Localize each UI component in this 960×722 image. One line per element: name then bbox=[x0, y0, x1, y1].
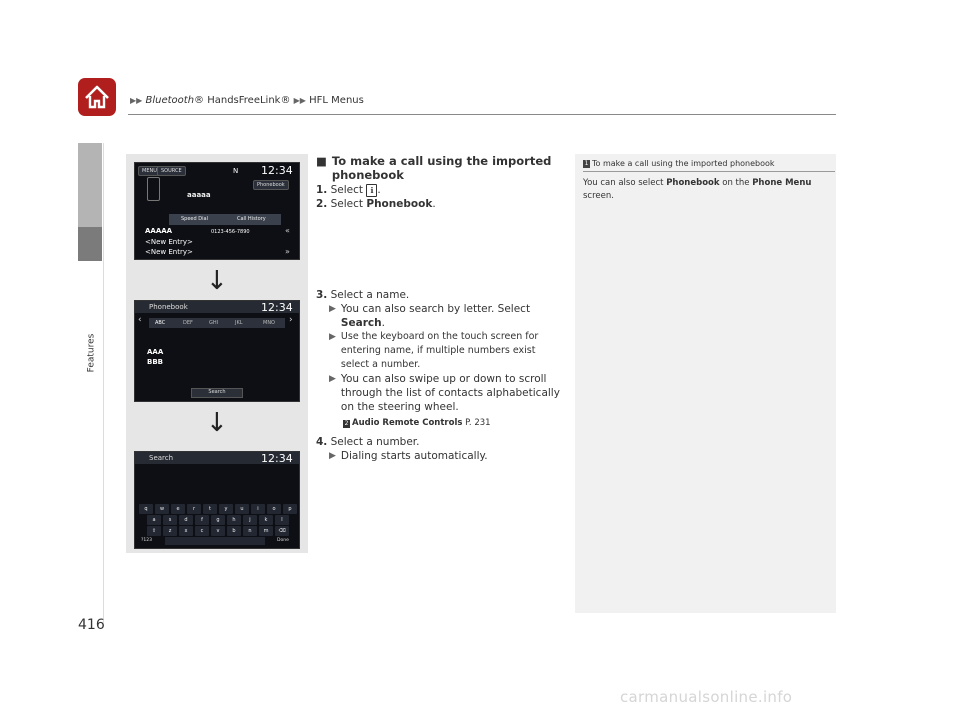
letter-tab: MNO bbox=[263, 320, 275, 326]
speed-dial-row: AAAAA bbox=[145, 227, 173, 235]
note-title bbox=[583, 159, 775, 168]
phone-number: 0123-456-7890 bbox=[211, 229, 250, 235]
home-button[interactable] bbox=[78, 78, 116, 116]
contact-name: AAA bbox=[147, 348, 164, 356]
keyboard-row-1 bbox=[139, 504, 299, 514]
shift-key-icon: ⇧ bbox=[147, 526, 161, 536]
side-divider bbox=[103, 143, 104, 623]
side-tab-upper bbox=[78, 143, 102, 227]
numeric-key: ?123 bbox=[141, 538, 152, 543]
letter-tab: JKL bbox=[235, 320, 243, 326]
bullet bbox=[316, 330, 566, 372]
home-icon bbox=[78, 78, 116, 116]
step-3 bbox=[316, 288, 566, 302]
search-button bbox=[191, 388, 243, 398]
menu-chip: MENU bbox=[138, 166, 161, 176]
key: s bbox=[163, 515, 177, 525]
step-number: 4. bbox=[316, 436, 328, 448]
key: x bbox=[179, 526, 193, 536]
key: n bbox=[243, 526, 257, 536]
step-text: Select a name. bbox=[330, 289, 410, 301]
space-key bbox=[165, 537, 265, 545]
letter-tab: DEF bbox=[183, 320, 193, 326]
status-indicator: N bbox=[233, 167, 239, 175]
note-emphasis: Phonebook bbox=[666, 178, 720, 188]
step-emphasis: Phonebook bbox=[366, 198, 433, 210]
bullet-arrow-icon: ▶ bbox=[329, 332, 336, 342]
tabs bbox=[169, 214, 281, 225]
scroll-down-icon: » bbox=[285, 247, 290, 256]
keyboard-row-3 bbox=[147, 526, 291, 536]
key: l bbox=[275, 515, 289, 525]
reference-icon: 2 bbox=[344, 420, 349, 427]
key: u bbox=[235, 504, 249, 514]
note-text: You can also select bbox=[583, 178, 664, 188]
bullet-arrow-icon: ▶ bbox=[329, 304, 336, 314]
phonebook-button: Phonebook bbox=[253, 180, 289, 190]
breadcrumb-arrow-icon: ▶▶ bbox=[130, 96, 143, 105]
reference-page[interactable]: P. 231 bbox=[465, 418, 491, 428]
letter-tab: ABC bbox=[155, 320, 166, 326]
chevron-right-icon: › bbox=[289, 315, 293, 325]
key: j bbox=[243, 515, 257, 525]
section-heading-text: To make a call using the imported phonebook bbox=[331, 154, 552, 182]
key: z bbox=[163, 526, 177, 536]
search-button-label: Search bbox=[208, 389, 226, 395]
search-screen bbox=[134, 451, 300, 549]
instructions bbox=[316, 154, 566, 463]
speed-dial-row: <New Entry> bbox=[145, 238, 193, 246]
page-number: 416 bbox=[78, 617, 105, 633]
note-text: on the bbox=[722, 178, 750, 188]
key: m bbox=[259, 526, 273, 536]
key: v bbox=[211, 526, 225, 536]
breadcrumb bbox=[130, 95, 364, 106]
key: e bbox=[171, 504, 185, 514]
phone-device-icon bbox=[147, 177, 160, 201]
step-text: Select a number. bbox=[330, 436, 420, 448]
search-title: Search bbox=[149, 454, 174, 462]
key: i bbox=[251, 504, 265, 514]
key: k bbox=[259, 515, 273, 525]
step-1: 1. Select ℹ . bbox=[316, 184, 381, 196]
cross-reference[interactable] bbox=[316, 416, 566, 430]
header-divider bbox=[128, 114, 836, 115]
phone-info-icon: ℹ bbox=[366, 184, 377, 197]
key: h bbox=[227, 515, 241, 525]
step-4 bbox=[316, 435, 566, 449]
bullet-emphasis: Search bbox=[340, 317, 382, 329]
bullet-arrow-icon: ▶ bbox=[329, 451, 336, 461]
clock: 12:34 bbox=[261, 301, 293, 314]
tab-call-history: Call History bbox=[237, 216, 266, 222]
letter-tabs bbox=[149, 318, 285, 328]
bullet-text: You can also swipe up or down to scroll through the list of contacts alphabetically on the steering wheel. bbox=[340, 373, 560, 413]
bullet-text: Dialing starts automatically. bbox=[340, 450, 488, 462]
done-key: Done bbox=[277, 538, 289, 543]
note-text: screen. bbox=[583, 191, 614, 201]
key: a bbox=[147, 515, 161, 525]
arrow-down-icon: ↓ bbox=[206, 266, 228, 296]
side-tab-features bbox=[78, 227, 102, 261]
step-text: Select bbox=[330, 198, 364, 210]
clock: 12:34 bbox=[261, 164, 293, 177]
clock: 12:34 bbox=[261, 452, 293, 465]
speed-dial-row: <New Entry> bbox=[145, 248, 193, 256]
contact-name: BBB bbox=[147, 358, 164, 366]
key: y bbox=[219, 504, 233, 514]
watermark: carmanualsonline.info bbox=[620, 688, 793, 706]
breadcrumb-hfl: ® HandsFreeLink® bbox=[194, 95, 291, 106]
bullet-text: Use the keyboard on the touch screen for entering name, if multiple numbers exist select a number. bbox=[340, 331, 539, 370]
step-number: 3. bbox=[316, 289, 328, 301]
letter-tab: GHI bbox=[209, 320, 219, 326]
source-chip: SOURCE bbox=[157, 166, 186, 176]
phonebook-screen bbox=[134, 300, 300, 402]
note-title-text: To make a call using the imported phonebook bbox=[592, 159, 775, 168]
key: d bbox=[179, 515, 193, 525]
screenshot-panel bbox=[126, 154, 308, 553]
key: o bbox=[267, 504, 281, 514]
device-name: aaaaa bbox=[187, 191, 211, 199]
section-heading bbox=[316, 154, 566, 182]
key: w bbox=[155, 504, 169, 514]
phone-menu-screen bbox=[134, 162, 300, 260]
bullet bbox=[316, 372, 566, 414]
key: p bbox=[283, 504, 297, 514]
chevron-left-icon: ‹ bbox=[138, 315, 142, 325]
note-divider bbox=[583, 171, 835, 172]
note-body bbox=[583, 177, 823, 203]
key: f bbox=[195, 515, 209, 525]
note-box bbox=[575, 154, 836, 613]
key: t bbox=[203, 504, 217, 514]
key: r bbox=[187, 504, 201, 514]
tab-speed-dial: Speed Dial bbox=[181, 216, 208, 222]
arrow-down-icon: ↓ bbox=[206, 408, 228, 438]
step-text: Select bbox=[330, 184, 364, 196]
bullet: ▶ You can also search by letter. Select Search. bbox=[329, 303, 531, 329]
breadcrumb-bluetooth: Bluetooth bbox=[145, 95, 195, 106]
step-number: 2. bbox=[316, 198, 328, 210]
key: c bbox=[195, 526, 209, 536]
backspace-key-icon: ⌫ bbox=[275, 526, 289, 536]
phonebook-title: Phonebook bbox=[149, 303, 188, 311]
step-2: 2. Select Phonebook. bbox=[316, 198, 436, 210]
key: q bbox=[139, 504, 153, 514]
bullet-text: You can also search by letter. Select bbox=[340, 303, 531, 315]
bullet bbox=[316, 449, 566, 463]
breadcrumb-hfl-menus[interactable]: HFL Menus bbox=[309, 95, 364, 106]
note-number-icon: 1 bbox=[584, 159, 589, 167]
key: g bbox=[211, 515, 225, 525]
breadcrumb-arrow-icon: ▶▶ bbox=[293, 96, 306, 105]
side-label: Features bbox=[86, 333, 97, 373]
note-emphasis: Phone Menu bbox=[752, 178, 812, 188]
section-marker-icon: ■ bbox=[316, 154, 327, 168]
key: b bbox=[227, 526, 241, 536]
reference-title[interactable]: Audio Remote Controls bbox=[352, 418, 463, 428]
bullet-arrow-icon: ▶ bbox=[329, 374, 336, 384]
step-number: 1. bbox=[316, 184, 328, 196]
scroll-up-icon: « bbox=[285, 226, 290, 235]
keyboard-row-2 bbox=[147, 515, 291, 525]
